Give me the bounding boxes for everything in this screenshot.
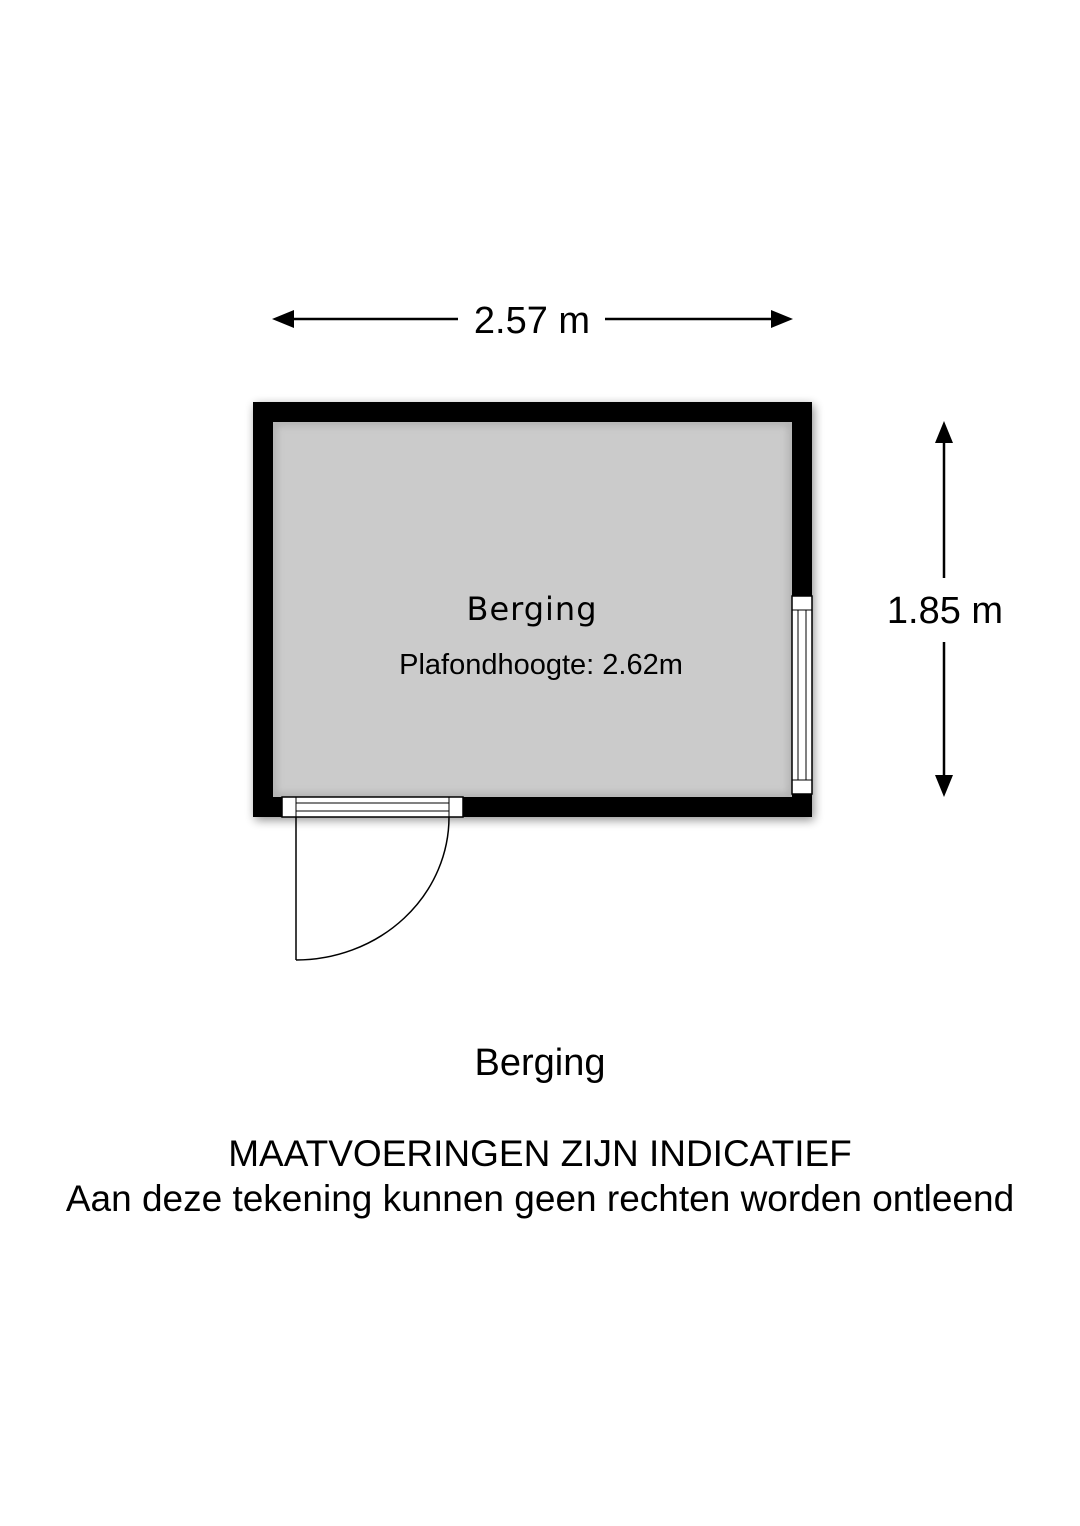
arrow-up-icon — [935, 421, 953, 443]
arrow-right-icon — [771, 310, 793, 328]
height-dimension — [887, 421, 1003, 797]
room-ceiling-height: Plafondhoogte: 2.62m — [399, 649, 683, 681]
width-dimension — [272, 300, 793, 342]
room-berging — [253, 402, 812, 960]
room-name: Berging — [466, 590, 598, 628]
disclaimer-line-2: Aan deze tekening kunnen geen rechten worden ontleend — [65, 1178, 1015, 1219]
arrow-left-icon — [272, 310, 294, 328]
window-right-wall — [792, 596, 812, 794]
door-swing-icon — [296, 817, 449, 960]
width-label: 2.57 m — [473, 300, 591, 342]
disclaimer-line-1: MAATVOERINGEN ZIJN INDICATIEF — [228, 1133, 852, 1174]
arrow-down-icon — [935, 775, 953, 797]
door-opening — [282, 797, 463, 817]
height-label: 1.85 m — [886, 590, 1004, 632]
floor-title: Berging — [474, 1042, 606, 1084]
